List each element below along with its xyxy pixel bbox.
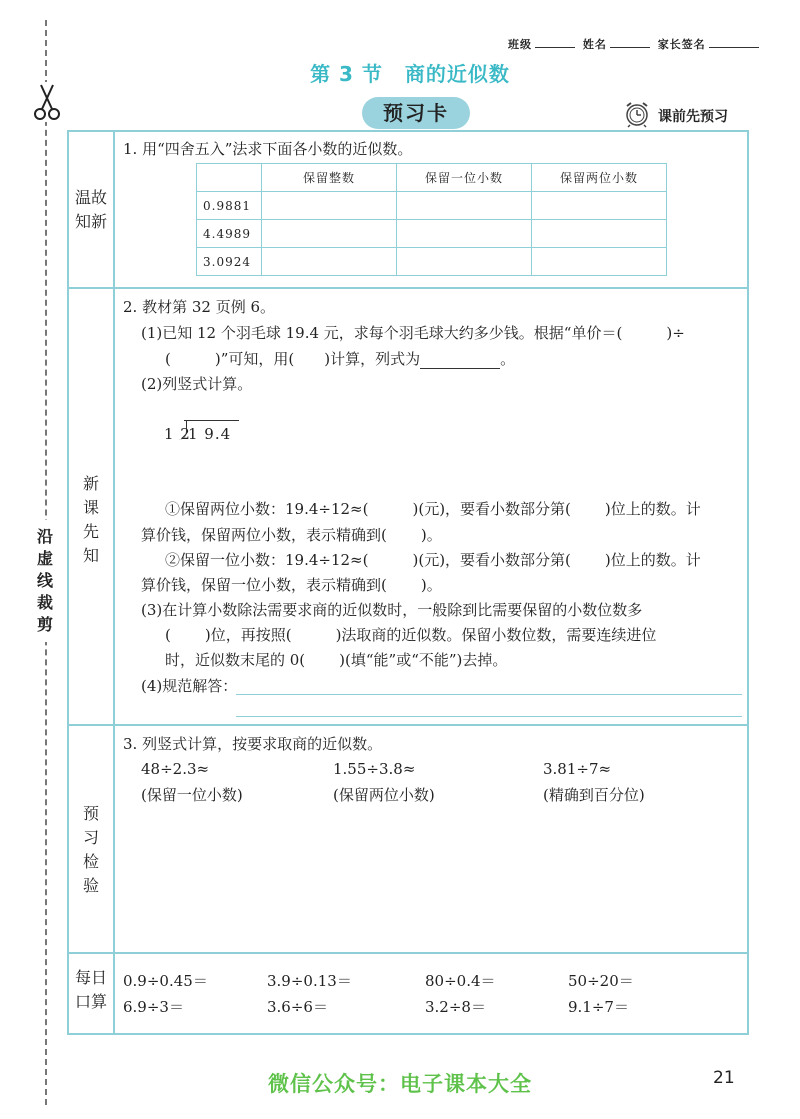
dividend: 1 9.4 <box>188 425 232 443</box>
q2-part2: (2)列竖式计算。 <box>141 375 253 393</box>
column-divider <box>113 130 115 1035</box>
q2-part3-line3: 时，近似数末尾的 0( )(填“能”或“不能”)去掉。 <box>165 651 508 669</box>
q2-choice1-line2: 算价钱，保留两位小数，表示精确到( )。 <box>141 526 442 544</box>
section-title: 第 3 节 商的近似数 <box>310 62 510 86</box>
class-blank[interactable] <box>535 47 575 48</box>
section-label-check: 预 习 检 验 <box>82 804 99 895</box>
preview-card-badge: 预习卡 <box>362 97 470 129</box>
q2-choice2-line2: 算价钱，保留一位小数，表示精确到( )。 <box>141 576 442 594</box>
answer-cell[interactable] <box>262 192 397 220</box>
question-1-title: 1. 用“四舍五入”法求下面各小数的近似数。 <box>123 140 413 158</box>
question-3-title: 3. 列竖式计算，按要求取商的近似数。 <box>123 735 383 753</box>
q3-note: (保留两位小数) <box>333 786 435 804</box>
table-row <box>197 248 667 276</box>
rounding-table <box>196 163 667 276</box>
column-header: 保留两位小数 <box>532 164 667 192</box>
q3-work-area[interactable] <box>120 808 740 948</box>
daily-calc: 3.9÷0.13＝ <box>267 972 352 990</box>
daily-calc: 3.2÷8＝ <box>425 998 486 1016</box>
row-value: 4.4989 <box>197 220 262 248</box>
answer-line[interactable] <box>236 694 742 695</box>
daily-calc: 0.9÷0.45＝ <box>123 972 208 990</box>
q3-note: (精确到百分位) <box>543 786 645 804</box>
question-2-title: 2. 教材第 32 页例 6。 <box>123 298 276 316</box>
alarm-clock-icon <box>623 100 651 128</box>
cut-instruction: 沿 虚 线 裁 剪 <box>30 520 60 642</box>
row-value: 0.9881 <box>197 192 262 220</box>
parent-sign-label: 家长签名 <box>657 38 706 51</box>
name-blank[interactable] <box>610 47 650 48</box>
answer-cell[interactable] <box>262 220 397 248</box>
answer-cell[interactable] <box>532 192 667 220</box>
daily-calc: 3.6÷6＝ <box>267 998 328 1016</box>
divisor: 1 2 <box>164 425 191 443</box>
daily-calc: 80÷0.4＝ <box>425 972 496 990</box>
answer-cell[interactable] <box>397 192 532 220</box>
section-label-review: 温故 知新 <box>74 188 107 231</box>
daily-calc: 50÷20＝ <box>568 972 634 990</box>
daily-calc: 9.1÷7＝ <box>568 998 629 1016</box>
column-header: 保留整数 <box>262 164 397 192</box>
preview-label: 课前先预习 <box>658 109 728 125</box>
section-label-daily: 每日 口算 <box>74 968 107 1011</box>
table-header-row <box>197 164 667 192</box>
table-row <box>197 192 667 220</box>
row-divider <box>67 724 749 726</box>
q2-part1-line1: (1)已知 12 个羽毛球 19.4 元，求每个羽毛球大约多少钱。根据“单价＝( )÷ <box>141 324 685 342</box>
answer-cell[interactable] <box>397 248 532 276</box>
answer-line[interactable] <box>236 716 742 717</box>
q2-part3-line1: (3)在计算小数除法需要求商的近似数时，一般除到比需要保留的小数位数多 <box>141 601 643 619</box>
answer-underline[interactable] <box>420 350 500 369</box>
class-label: 班级 <box>508 38 532 51</box>
student-info <box>508 36 762 52</box>
section-label-new-lesson: 新 课 先 知 <box>82 474 99 565</box>
row-value: 3.0924 <box>197 248 262 276</box>
q2-choice2-line1: ②保留一位小数：19.4÷12≈( )(元)，要看小数部分第( )位上的数。计 <box>165 551 701 569</box>
q3-expr: 1.55÷3.8≈ <box>333 760 416 778</box>
q3-expr: 3.81÷7≈ <box>543 760 612 778</box>
long-division-bar <box>184 420 239 421</box>
q3-note: (保留一位小数) <box>141 786 243 804</box>
q2-part4: (4)规范解答： <box>141 677 238 695</box>
answer-cell[interactable] <box>532 248 667 276</box>
page-number: 21 <box>713 1068 735 1088</box>
parent-sign-blank[interactable] <box>709 47 759 48</box>
q2-part3-line2: ( )位，再按照( )法取商的近似数。保留小数位数，需要连续进位 <box>165 626 657 644</box>
scissors-icon <box>32 82 62 122</box>
answer-cell[interactable] <box>532 220 667 248</box>
q3-expr: 48÷2.3≈ <box>141 760 210 778</box>
q2-choice1-line1: ①保留两位小数：19.4÷12≈( )(元)，要看小数部分第( )位上的数。计 <box>165 500 701 518</box>
q2-part1-line2: ( )”可知，用( )计算，列式为 。 <box>165 350 516 368</box>
name-label: 姓名 <box>582 38 607 51</box>
answer-cell[interactable] <box>397 220 532 248</box>
answer-cell[interactable] <box>262 248 397 276</box>
row-divider <box>67 287 749 289</box>
wechat-watermark: 微信公众号：电子课本大全 <box>268 1072 532 1096</box>
daily-calc: 6.9÷3＝ <box>123 998 184 1016</box>
table-row <box>197 220 667 248</box>
row-divider <box>67 952 749 954</box>
column-header: 保留一位小数 <box>397 164 532 192</box>
